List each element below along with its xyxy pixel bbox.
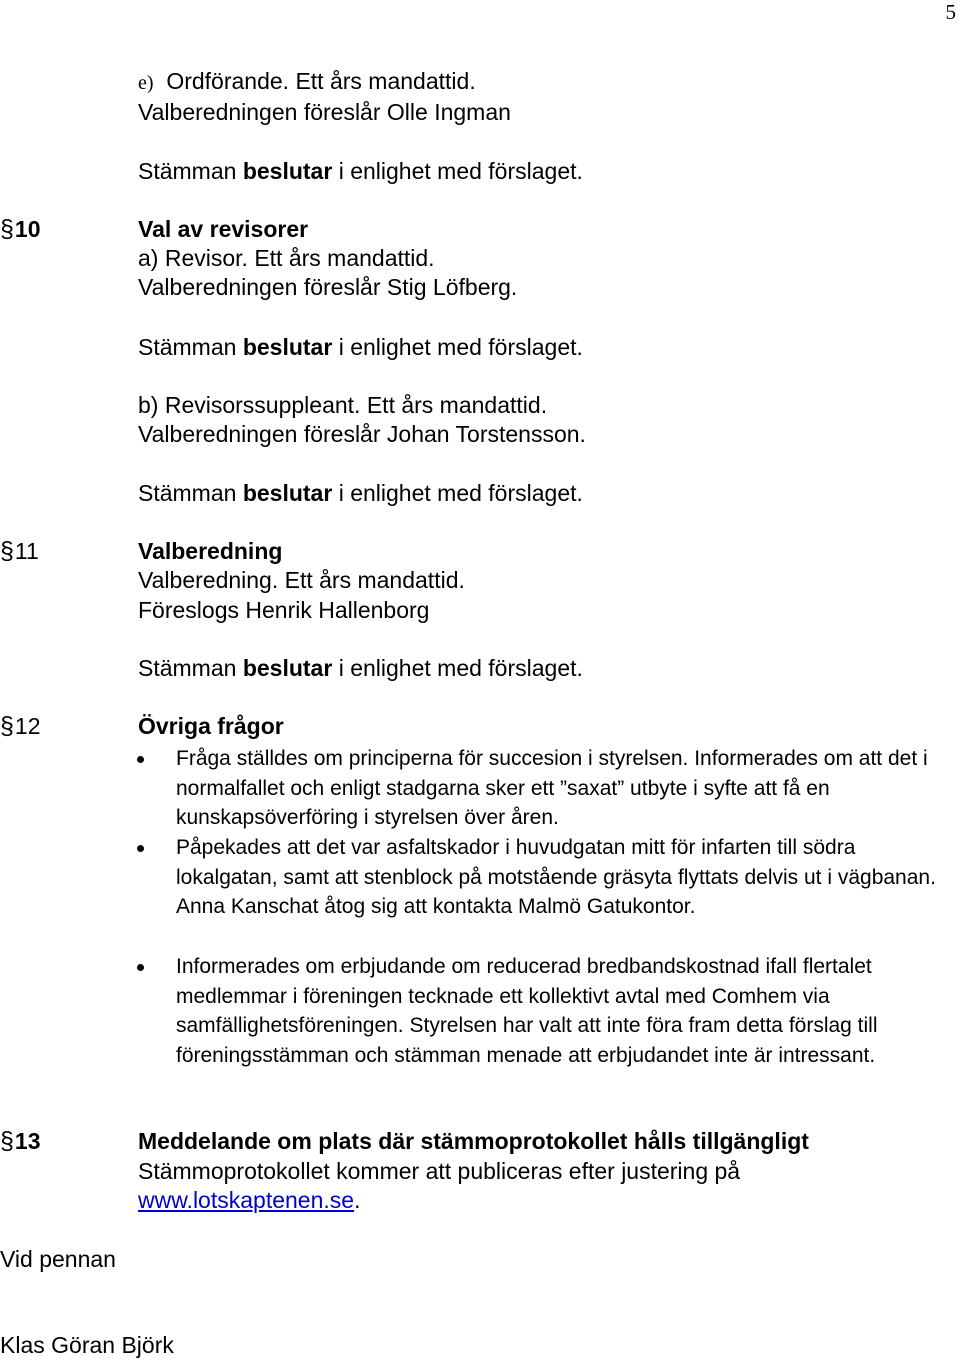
section-12-title <box>138 712 284 740</box>
section-11-symbol: § <box>0 537 14 565</box>
section-11-line2: Föreslogs Henrik Hallenborg <box>138 597 430 623</box>
section-12-bullet-3: Informerades om erbjudande om reducerad bredbandskostnad ifall flertalet medlemmar i föreningen tecknade ett kollektivt avtal med Comhem via samfällighetsföreningen. Styrelsen har valt att inte föra fram detta förslag till föreningsstämman och stämman menade att erbjudandet inte är intressant. <box>176 955 878 1067</box>
item-e-text: Ordförande. Ett års mandattid. <box>166 68 476 94</box>
section-12-bullet-1: Fråga ställdes om principerna för succesion i styrelsen. Informerades om att det i normalfallet och enligt stadgarna sker ett ”saxat” utbyte i syfte att få en kunskapsöverföring i styrelsen över åren. <box>176 747 928 829</box>
signature-name: Klas Göran Björk <box>0 1332 174 1358</box>
section-11-title-text: Valberedning <box>138 538 283 564</box>
section-11-num: 11 <box>14 538 39 564</box>
section-10-item-a: a) Revisor. Ett års mandattid. <box>138 245 435 271</box>
item-e-line <box>138 67 476 97</box>
section-13-symbol: § <box>0 1127 14 1155</box>
item-e-proposal: Valberedningen föreslår Olle Ingman <box>138 99 511 125</box>
section-13-line1: Stämmoprotokollet kommer att publiceras efter justering på <box>138 1158 741 1184</box>
section-11-title <box>138 537 282 565</box>
decision-suffix: i enlighet med förslaget. <box>338 158 583 184</box>
decision-suffix: i enlighet med förslaget. <box>338 655 583 681</box>
section-13-title <box>138 1127 809 1155</box>
signature-label: Vid pennan <box>0 1246 116 1272</box>
decision-prefix: Stämman <box>138 334 237 360</box>
section-11-number <box>0 537 39 565</box>
section-10-item-b: b) Revisorssuppleant. Ett års mandattid. <box>138 392 548 418</box>
decision-prefix: Stämman <box>138 158 237 184</box>
decision-line-4 <box>138 654 583 682</box>
item-e-letter: e) <box>138 72 154 94</box>
section-10-title <box>138 215 308 243</box>
section-10-item-a-proposal: Valberedningen föreslår Stig Löfberg. <box>138 274 518 300</box>
section-13-num: 13 <box>14 1128 41 1154</box>
decision-line-2 <box>138 333 583 361</box>
bullet-icon <box>137 964 144 971</box>
section-10-symbol: § <box>0 215 14 243</box>
section-12-bullet-2: Påpekades att det var asfaltskador i huvudgatan mitt för infarten till södra lokalgatan, samt att stenblock på motstående gräsyta flyttats delvis ut i vägbanan. Anna Kanschat åtog sig att kontakta Malmö Gatukontor. <box>176 836 936 918</box>
section-13-link-line <box>138 1186 360 1214</box>
page-number: 5 <box>945 0 956 24</box>
section-13-title-text: Meddelande om plats där stämmoprotokollet hålls tillgängligt <box>138 1128 809 1154</box>
section-12-symbol: § <box>0 712 14 740</box>
section-12-num: 12 <box>14 713 41 739</box>
section-10-title-text: Val av revisorer <box>138 216 309 242</box>
decision-bold: beslutar <box>242 334 333 360</box>
section-12-title-text: Övriga frågor <box>138 713 284 739</box>
section-10-num: 10 <box>14 216 41 242</box>
decision-suffix: i enlighet med förslaget. <box>338 480 583 506</box>
bullet-icon <box>137 845 144 852</box>
decision-bold: beslutar <box>242 655 333 681</box>
decision-prefix: Stämman <box>138 480 237 506</box>
bullet-icon <box>137 756 144 763</box>
section-12-number <box>0 712 41 740</box>
section-10-item-b-proposal: Valberedningen föreslår Johan Torstensson. <box>138 421 586 447</box>
section-13-number <box>0 1127 41 1155</box>
decision-bold: beslutar <box>242 158 333 184</box>
section-10-number <box>0 215 41 243</box>
website-link[interactable]: www.lotskaptenen.se <box>138 1187 355 1213</box>
decision-bold: beslutar <box>242 480 333 506</box>
section-11-line1: Valberedning. Ett års mandattid. <box>138 567 465 593</box>
link-suffix: . <box>354 1187 361 1213</box>
decision-suffix: i enlighet med förslaget. <box>338 334 583 360</box>
decision-line-1 <box>138 157 583 185</box>
decision-line-3 <box>138 479 583 507</box>
decision-prefix: Stämman <box>138 655 237 681</box>
